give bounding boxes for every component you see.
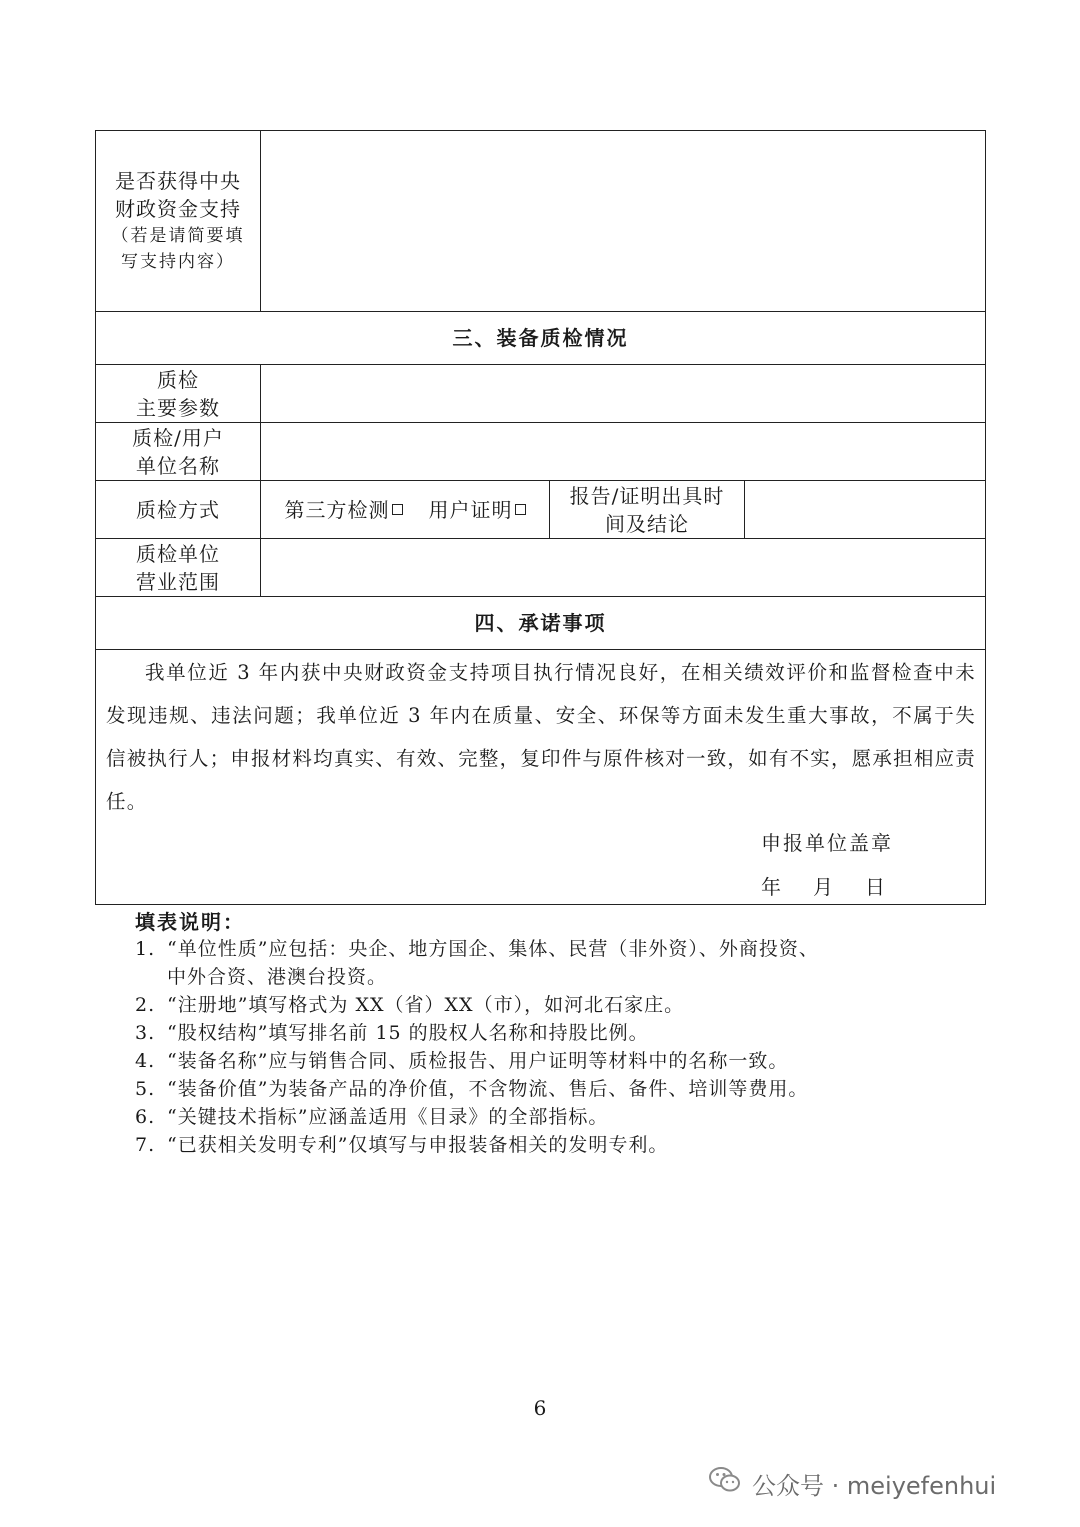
note-number: 6.	[135, 1106, 156, 1128]
user-proof-label: 用户证明	[428, 497, 513, 522]
qc-method-options	[261, 481, 549, 538]
wechat-icon	[708, 1465, 742, 1501]
note-text: “装备价值”为装备产品的净价值，不含物流、售后、备件、培训等费用。	[167, 1078, 809, 1100]
qc-report-value-cell[interactable]	[746, 482, 984, 537]
central-fund-label-cell	[96, 131, 260, 311]
central-fund-note-line1: （若是请简要填	[111, 226, 245, 246]
note-item	[135, 1047, 915, 1075]
third-party-label: 第三方检测	[284, 497, 390, 522]
qc-report-label	[550, 481, 744, 538]
date-year: 年	[761, 875, 783, 899]
note-item	[135, 935, 915, 991]
note-number: 7.	[135, 1134, 156, 1156]
note-item	[135, 1075, 915, 1103]
note-text: “已获相关发明专利”仅填写与申报装备相关的发明专利。	[167, 1134, 669, 1156]
qc-params-label-line2: 主要参数	[136, 395, 220, 420]
qc-params-value-cell[interactable]	[262, 366, 984, 421]
note-text: “关键技术指标”应涵盖适用《目录》的全部指标。	[167, 1106, 609, 1128]
note-item	[135, 1103, 915, 1131]
qc-method-label: 质检方式	[136, 497, 220, 522]
date-month: 月	[813, 875, 835, 899]
date-line	[761, 871, 887, 900]
third-party-option[interactable]	[285, 496, 403, 524]
column-divider	[744, 480, 745, 538]
central-fund-note-line2: 写支持内容）	[121, 252, 235, 272]
note-text: “注册地”填写格式为 XX（省）XX（市），如河北石家庄。	[167, 994, 685, 1016]
notes-title: 填表说明：	[135, 910, 245, 934]
qc-params-label-line1: 质检	[157, 367, 199, 392]
qc-user-label-line2: 单位名称	[136, 453, 220, 478]
user-proof-option[interactable]	[429, 496, 526, 524]
qc-user-label-line1: 质检/用户	[132, 425, 224, 450]
qc-unit-label	[96, 539, 260, 596]
qc-unit-label-line1: 质检单位	[136, 541, 220, 566]
qc-params-label	[96, 365, 260, 422]
watermark-text: 公众号 · meiyefenhui	[752, 1471, 997, 1500]
pledge-text: 我单位近 3 年内获中央财政资金支持项目执行情况良好，在相关绩效评价和监督检查中未发现违规、违法问题；我单位近 3 年内在质量、安全、环保等方面未发生重大事故，不属于失信被执行人；申报材料均真实、有效、完整，复印件与原件核对一致，如有不实，愿承担相应责任。	[106, 661, 976, 813]
page-number: 6	[533, 1396, 547, 1420]
note-text-continued: 中外合资、港澳台投资。	[167, 966, 388, 988]
section3-title: 三、装备质检情况	[452, 326, 629, 350]
qc-unit-label-line2: 营业范围	[136, 569, 220, 594]
section4-title: 四、承诺事项	[474, 611, 607, 635]
user-proof-checkbox[interactable]	[515, 504, 526, 515]
central-fund-label-line1: 是否获得中央	[115, 169, 241, 193]
qc-user-value-cell[interactable]	[262, 424, 984, 479]
note-number: 5.	[135, 1078, 156, 1100]
qc-unit-value-cell[interactable]	[262, 540, 984, 595]
central-fund-value-cell[interactable]	[262, 132, 984, 310]
date-day: 日	[865, 875, 887, 899]
note-number: 4.	[135, 1050, 156, 1072]
central-fund-label-line2: 财政资金支持	[115, 197, 241, 221]
note-item	[135, 1019, 915, 1047]
qc-user-label	[96, 423, 260, 480]
watermark	[708, 1465, 996, 1501]
note-number: 2.	[135, 994, 156, 1016]
note-text: “单位性质”应包括：央企、地方国企、集体、民营（非外资）、外商投资、	[167, 938, 819, 960]
column-divider	[260, 130, 261, 311]
row-divider	[95, 649, 986, 650]
note-number: 3.	[135, 1022, 156, 1044]
column-divider	[260, 364, 261, 596]
note-text: “装备名称”应与销售合同、质检报告、用户证明等材料中的名称一致。	[167, 1050, 789, 1072]
note-text: “股权结构”填写排名前 15 的股权人名称和持股比例。	[167, 1022, 649, 1044]
seal-label: 申报单位盖章	[761, 831, 893, 855]
note-number: 1.	[135, 938, 156, 960]
note-item	[135, 1131, 915, 1159]
qc-report-label-line2: 间及结论	[605, 511, 689, 536]
third-party-checkbox[interactable]	[392, 504, 403, 515]
note-item	[135, 991, 915, 1019]
qc-report-label-line1: 报告/证明出具时	[569, 483, 725, 508]
